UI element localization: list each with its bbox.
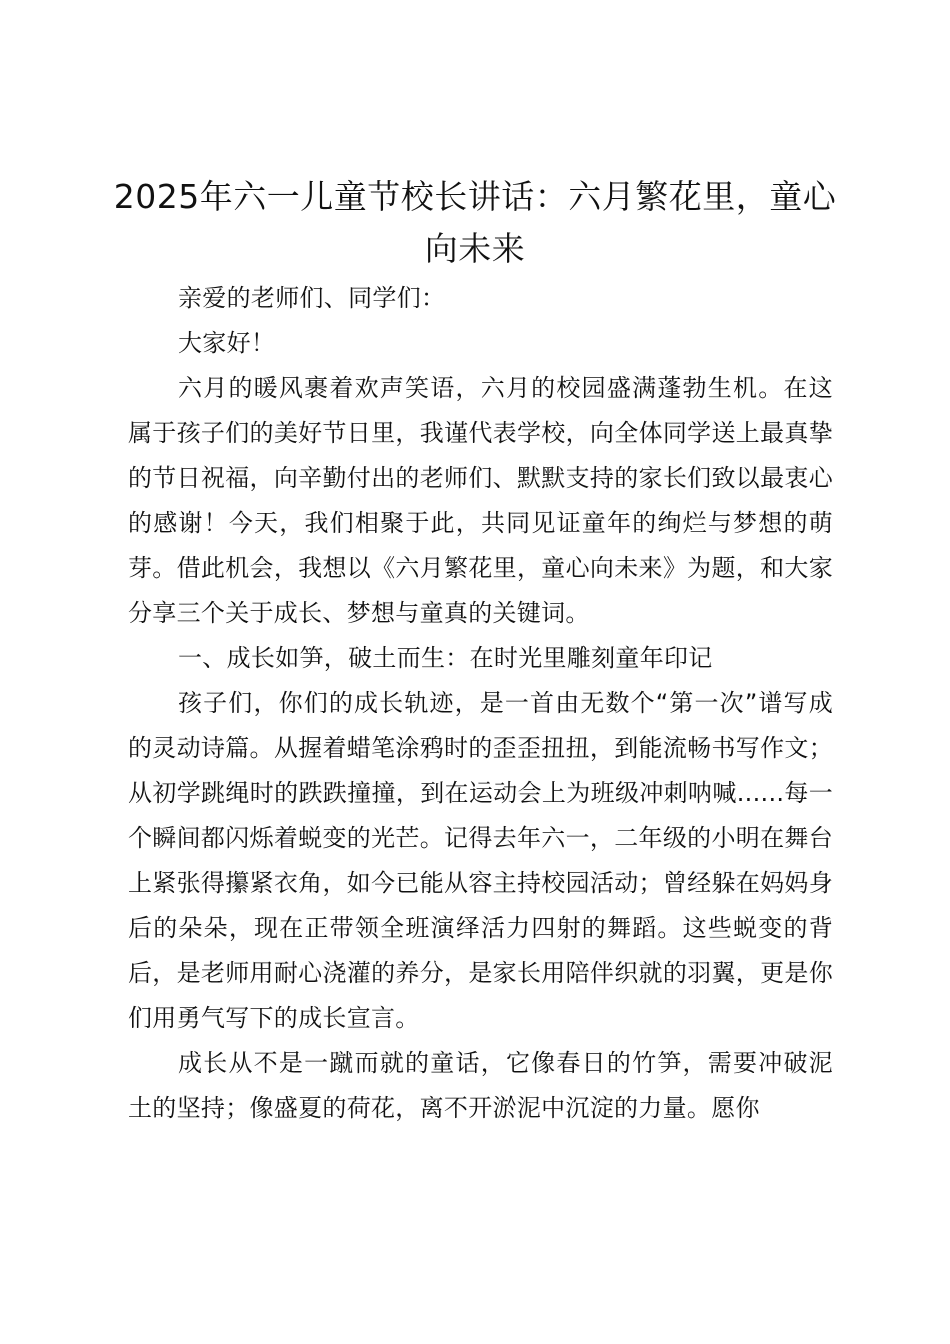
paragraph-growth-continued: 成长从不是一蹴而就的童话，它像春日的竹笋，需要冲破泥土的坚持；像盛夏的荷花，离不开淤泥中沉淀的力量。愿你 <box>128 1049 833 1122</box>
section-heading-1: 一、成长如笋，破土而生：在时光里雕刻童年印记 <box>178 644 713 672</box>
paragraph-intro: 六月的暖风裹着欢声笑语，六月的校园盛满蓬勃生机。在这属于孩子们的美好节日里，我谨代表学校，向全体同学送上最真挚的节日祝福，向辛勤付出的老师们、默默支持的家长们致以最衷心的感谢！今天，我们相聚于此，共同见证童年的绚烂与梦想的萌芽。借此机会，我想以《六月繁花里，童心向未来》为题，和大家分享三个关于成长、梦想与童真的关键词。 <box>128 374 833 627</box>
document-title: 2025年六一儿童节校长讲话：六月繁花里，童心向未来 <box>113 177 837 268</box>
salutation: 亲爱的老师们、同学们： <box>178 284 446 312</box>
paragraph-growth: 孩子们，你们的成长轨迹，是一首由无数个“第一次”谱写成的灵动诗篇。从握着蜡笔涂鸦时的歪歪扭扭，到能流畅书写作文；从初学跳绳时的跌跌撞撞，到在运动会上为班级冲刺呐喊......每一个瞬间都闪烁着蜕变的光芒。记得去年六一，二年级的小明在舞台上紧张得攥紧衣角，如今已能从容主持校园活动；曾经躲在妈妈身后的朵朵，现在正带领全班演绎活力四射的舞蹈。这些蜕变的背后，是老师用耐心浇灌的养分，是家长用陪伴织就的羽翼，更是你们用勇气写下的成长宣言。 <box>128 689 833 1032</box>
greeting: 大家好！ <box>178 329 276 357</box>
